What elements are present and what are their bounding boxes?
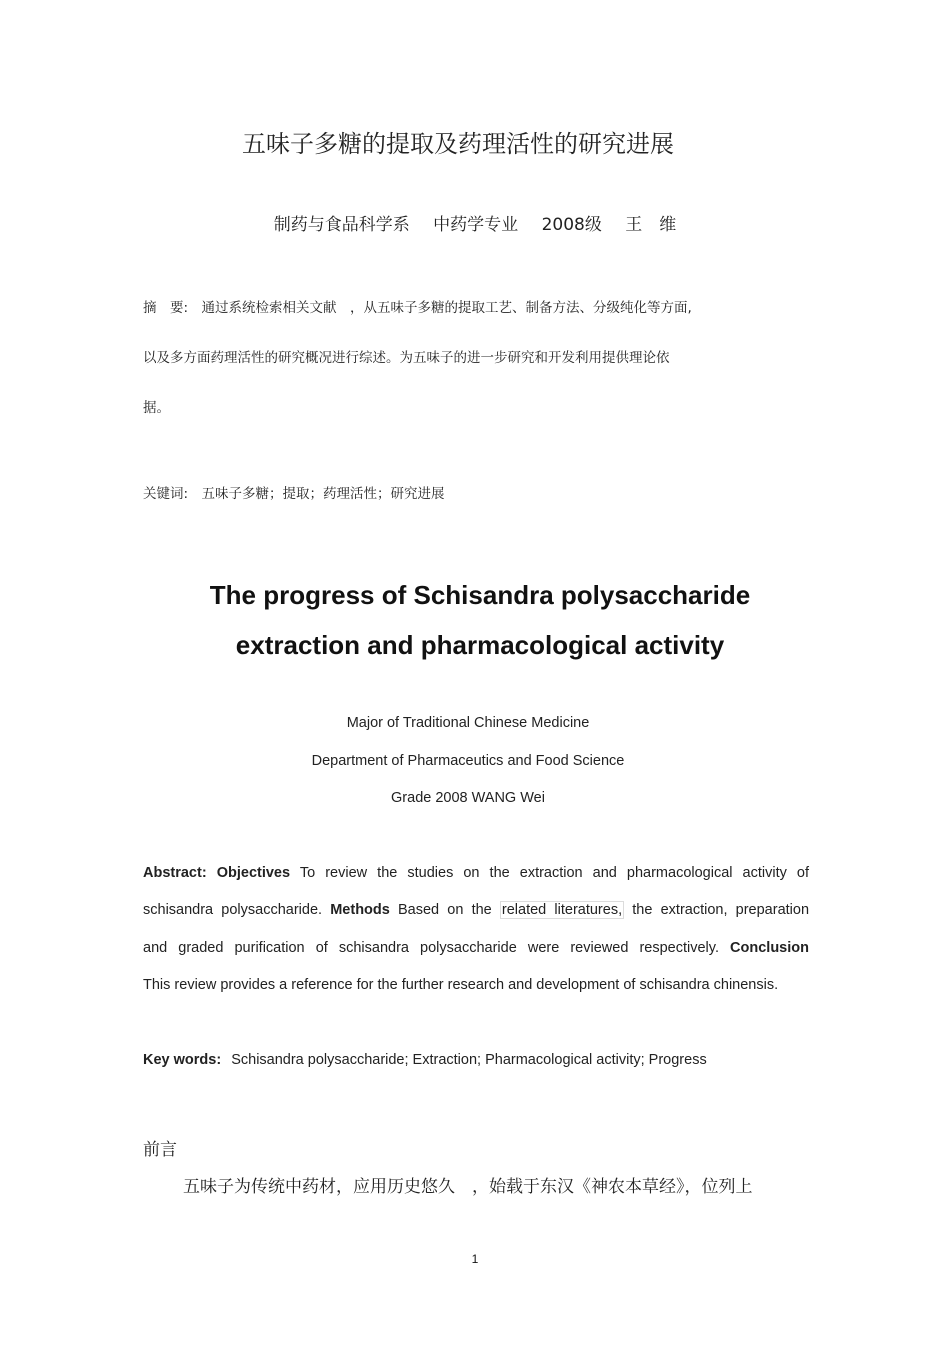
chinese-title: 五味子多糖的提取及药理活性的研究进展 <box>242 130 674 158</box>
author-name: 王 维 <box>625 215 677 235</box>
affiliation-major: Major of Traditional Chinese Medicine <box>346 715 590 731</box>
abstract-label: Abstract: <box>143 865 207 881</box>
abstract-line2-start: schisandra polysaccharide. <box>143 902 323 918</box>
methods-text-a: Based on the <box>398 902 492 918</box>
chinese-keywords: 关键词: 五味子多糖；提取；药理活性；研究进展 <box>143 486 445 502</box>
affiliation-department: Department of Pharmaceutics and Food Science <box>311 753 625 769</box>
english-abstract-line-2 <box>143 902 809 918</box>
english-title-line-2: extraction and pharmacological activity <box>235 630 725 660</box>
page-number: 1 <box>471 1252 479 1266</box>
chinese-abstract-line-2: 以及多方面药理活性的研究概况进行综述。为五味子的进一步研究和开发利用提供理论依 <box>143 350 670 366</box>
english-title-line-1: The progress of Schisandra polysaccharide <box>209 580 751 610</box>
chinese-abstract-line-3: 据。 <box>143 400 170 416</box>
methods-label: Methods <box>330 902 390 918</box>
english-abstract-line-3 <box>143 940 809 956</box>
english-keywords <box>143 1052 809 1068</box>
intro-paragraph: 五味子为传统中药材，应用历史悠久 ，始载于东汉《神农本草经》，位列上 <box>183 1177 753 1197</box>
keywords-label: Key words: <box>143 1052 222 1068</box>
chinese-author-line <box>0 210 950 235</box>
intro-heading: 前言 <box>143 1140 177 1160</box>
abstract-line3-text: and graded purification of schisandra polysaccharide were reviewed respectively. <box>143 940 719 956</box>
highlighted-phrase: related literatures, <box>501 902 623 918</box>
author-grade: 2008级 <box>541 215 602 235</box>
author-department: 制药与食品科学系 <box>273 215 410 235</box>
conclusion-label: Conclusion <box>730 940 809 956</box>
english-abstract-line-1 <box>143 865 809 881</box>
objectives-text: To review the studies on the extraction and pharmacological activity of <box>299 865 810 881</box>
methods-text-b: the extraction, preparation <box>632 902 810 918</box>
chinese-abstract-line-1: 摘 要: 通过系统检索相关文献 ，从五味子多糖的提取工艺、制备方法、分级纯化等方面, <box>143 300 692 316</box>
affiliation-grade-author: Grade 2008 WANG Wei <box>391 790 545 806</box>
objectives-label: Objectives <box>216 865 291 881</box>
english-abstract-line-4: This review provides a reference for the further research and development of schisandra chinensis. <box>143 977 779 993</box>
keywords-text: Schisandra polysaccharide; Extraction; Pharmacological activity; Progress <box>231 1052 707 1068</box>
author-major: 中药学专业 <box>433 215 519 235</box>
